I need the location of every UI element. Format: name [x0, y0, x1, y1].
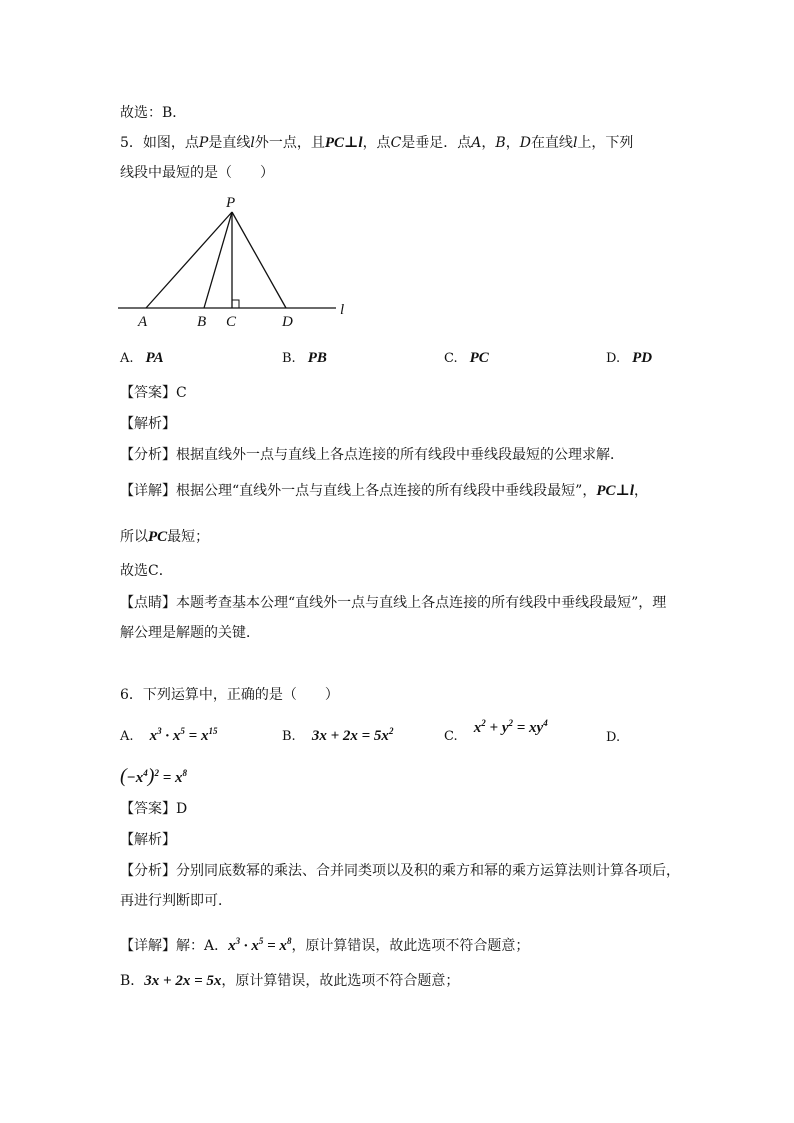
q5-suoyi-math: PC	[148, 529, 168, 545]
q6-option-a	[120, 726, 217, 745]
q6-fenxi-2: 再进行判断即可．	[120, 893, 232, 909]
option-letter: B.	[282, 729, 296, 744]
q5-option-c	[444, 350, 489, 367]
q6-xiangjie-a-tail: ，原计算错误，故此选项不符合题意；	[291, 938, 530, 954]
q5-condition: PC⊥l	[324, 135, 363, 151]
q6-option-c-math: $x^2 + y^2 = xy^4$	[473, 718, 548, 736]
q5-suoyi-tail: 最短；	[167, 529, 210, 545]
label-a: A	[138, 314, 148, 330]
label-d: D	[282, 314, 293, 330]
q6-option-d-expression: $(-x^4)^2 = x^8$	[120, 765, 187, 787]
q5-stem-c: 外一点，且	[254, 135, 325, 151]
segment-pb	[204, 212, 232, 308]
q5-dianjing-2: 解公理是解题的关键．	[120, 625, 260, 641]
q5-sep1: ，	[481, 135, 496, 151]
q6-xiangjie-b	[120, 972, 459, 990]
q6-xiangjie-b-head: B．	[120, 973, 145, 989]
option-letter: D.	[606, 730, 621, 745]
q5-stem-b: 是直线	[208, 135, 251, 151]
q5-xiangjie	[120, 482, 648, 500]
segment-pa	[146, 212, 232, 308]
option-letter: B.	[282, 351, 296, 366]
q5-stem-d: ，点	[362, 135, 391, 151]
segment-pd	[232, 212, 286, 308]
q6-option-d-math	[120, 764, 187, 787]
q5-point-b: B	[495, 135, 506, 151]
q5-point-a: A	[471, 135, 482, 151]
q6-option-c	[444, 718, 548, 745]
q6-option-d	[606, 730, 620, 745]
option-letter: C.	[444, 351, 458, 366]
option-letter: D.	[606, 351, 621, 366]
q5-xiangjie-tail: ，	[634, 483, 649, 499]
label-l: l	[340, 302, 345, 318]
option-value: PD	[632, 350, 653, 366]
q5-stem-line1	[120, 134, 633, 152]
q6-xiangjie-a-math: $x^3 \cdot x^5 = x^8$	[228, 936, 292, 954]
q6-option-b-math: $3x + 2x = 5x^2$	[311, 726, 394, 744]
q5-xiangjie-text: 【详解】根据公理“直线外一点与直线上各点连接的所有线段中垂线段最短”，	[120, 483, 597, 499]
q5-stem-line2: 线段中最短的是（ ）	[120, 165, 274, 181]
label-b: B	[197, 314, 207, 330]
q5-dianjing-1: 【点睛】本题考查基本公理“直线外一点与直线上各点连接的所有线段中垂线段最短”，理	[120, 595, 667, 611]
option-letter: A.	[120, 729, 134, 744]
option-value: PB	[307, 350, 327, 366]
q5-point-p: P	[198, 135, 209, 151]
q6-xiangjie-b-tail: ，原计算错误，故此选项不符合题意；	[221, 973, 460, 989]
option-letter: C.	[444, 729, 458, 744]
q5-point-c: C	[390, 135, 402, 151]
q5-option-b	[282, 350, 327, 367]
q6-option-b	[282, 726, 393, 745]
q6-fenxi-1: 【分析】分别同底数幂的乘法、合并同类项以及积的乘方和幂的乘方运算法则计算各项后，	[120, 863, 680, 879]
q5-option-d	[606, 350, 652, 367]
option-value: PC	[469, 350, 489, 366]
q5-answer: 【答案】C	[120, 385, 187, 401]
q5-line-l2: l	[572, 135, 578, 151]
q5-fenxi: 【分析】根据直线外一点与直线上各点连接的所有线段中垂线段最短的公理求解．	[120, 447, 624, 463]
q5-suoyi-text: 所以	[120, 529, 148, 545]
q6-stem: 6．下列运算中，正确的是（ ）	[120, 687, 339, 703]
option-value: PA	[145, 350, 164, 366]
q5-stem-a: 5．如图，点	[120, 135, 199, 151]
right-angle-mark	[232, 300, 239, 308]
label-c: C	[226, 314, 237, 330]
q5-stem-f: 在直线	[530, 135, 573, 151]
q5-figure	[114, 190, 364, 340]
q6-xiangjie-a	[120, 932, 529, 955]
q5-sep2: ，	[505, 135, 520, 151]
q5-xiangjie-math: PC⊥l	[596, 483, 635, 499]
q6-analysis-title: 【解析】	[120, 832, 176, 848]
q6-answer: 【答案】D	[120, 801, 188, 817]
option-letter: A.	[120, 351, 134, 366]
q5-line-l: l	[250, 135, 255, 151]
q5-stem-g: 上，下列	[577, 135, 634, 151]
q5-point-d: D	[519, 135, 531, 151]
q6-xiangjie-b-math: 3x + 2x = 5x	[144, 973, 222, 989]
q6-option-a-math: $x^3 \cdot x^5 = x^{15}$	[149, 726, 218, 744]
label-p: P	[226, 195, 236, 211]
q5-choose: 故选C．	[120, 563, 173, 579]
q5-option-a	[120, 350, 164, 367]
q5-stem-e: 是垂足．点	[401, 135, 472, 151]
q5-analysis-title: 【解析】	[120, 416, 176, 432]
prev-answer: 故选：B．	[120, 105, 187, 121]
q6-xiangjie-a-head: 【详解】解：A．	[120, 938, 229, 954]
q5-suoyi	[120, 528, 209, 546]
